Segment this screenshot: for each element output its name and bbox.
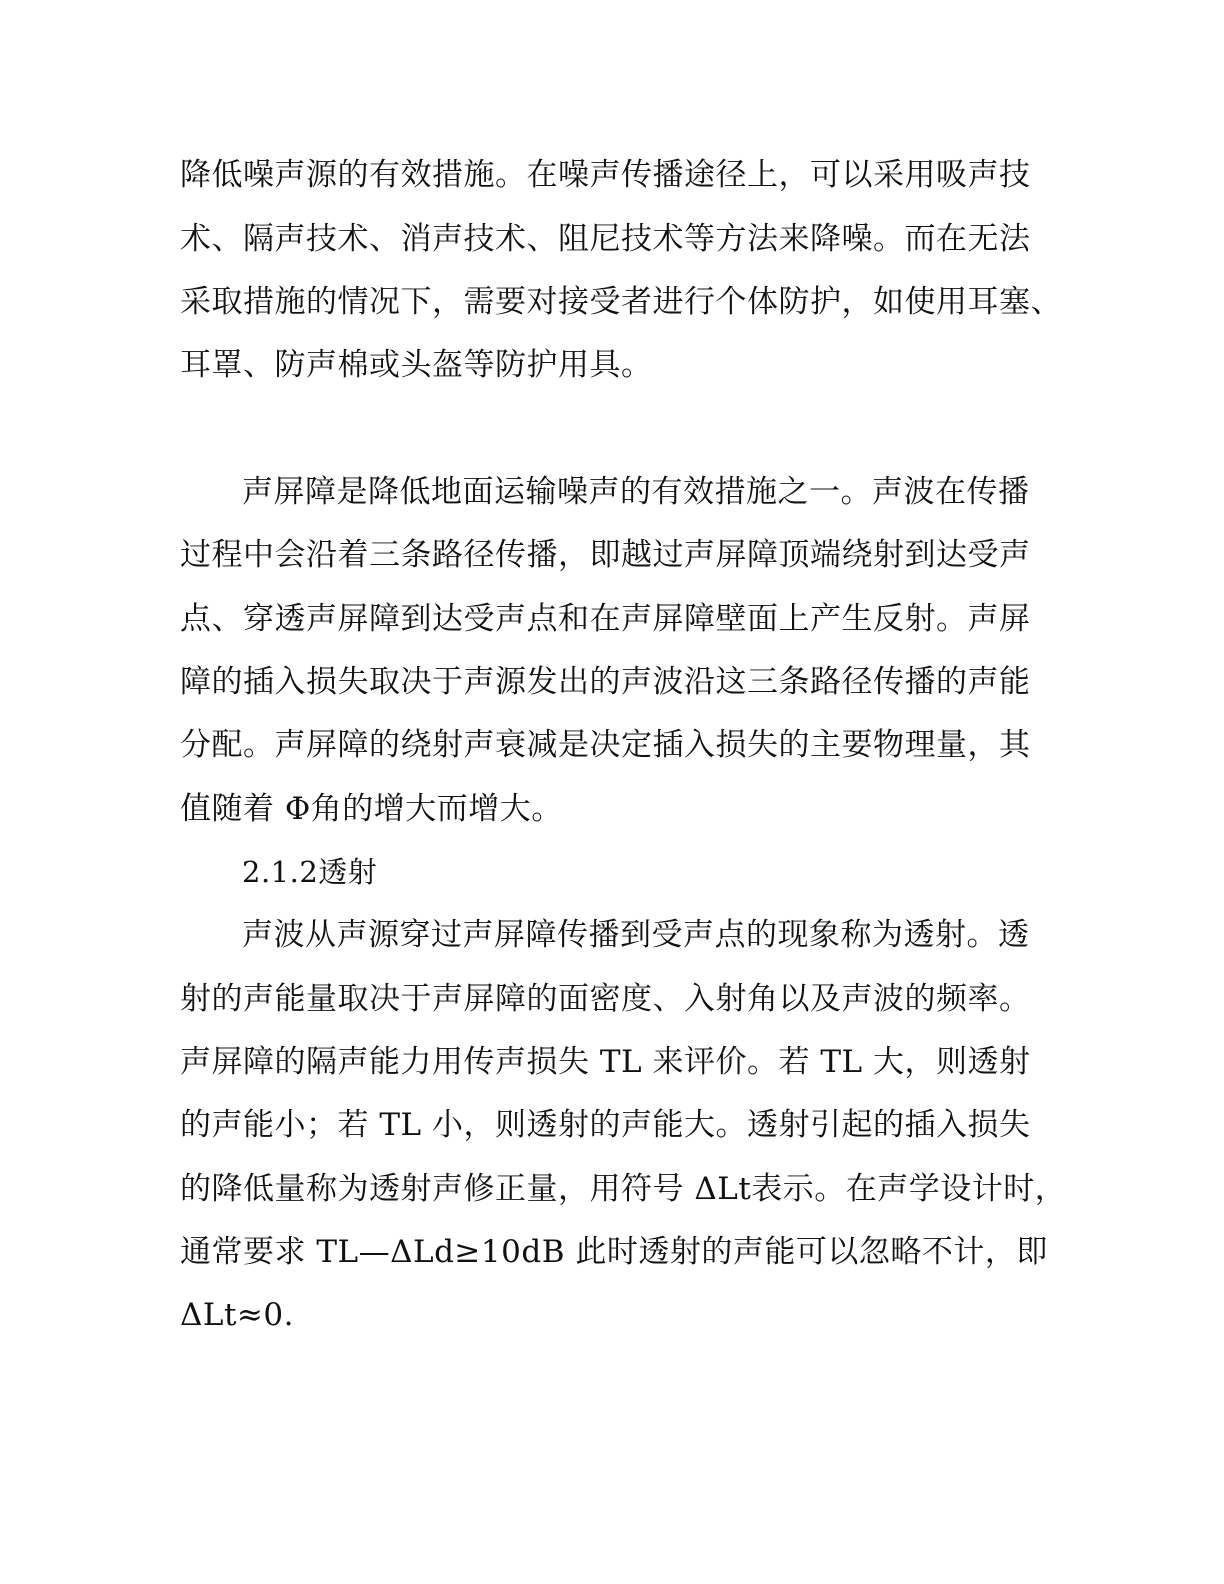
paragraph-2-line-2: 过程中会沿着三条路径传播，即越过声屏障顶端绕射到达受声 [180, 537, 1031, 573]
paragraph-3-line-7: ΔLt≈0. [180, 1297, 294, 1333]
paragraph-2-line-3: 点、穿透声屏障到达受声点和在声屏障壁面上产生反射。声屏 [180, 601, 1031, 637]
paragraph-1-line-4: 耳罩、防声棉或头盔等防护用具。 [180, 347, 653, 383]
paragraph-3-line-5: 的降低量称为透射声修正量，用符号 ΔLt表示。在声学设计时， [180, 1171, 1067, 1207]
paragraph-2-line-1: 声屏障是降低地面运输噪声的有效措施之一。声波在传播 [242, 474, 1030, 510]
paragraph-2-line-6: 值随着 Φ角的增大而增大。 [180, 791, 563, 827]
paragraph-2-line-5: 分配。声屏障的绕射声衰减是决定插入损失的主要物理量，其 [180, 727, 1031, 763]
paragraph-3-line-2: 射的声能量取决于声屏障的面密度、入射角以及声波的频率。 [180, 981, 1031, 1017]
paragraph-3-line-1: 声波从声源穿过声屏障传播到受声点的现象称为透射。透 [242, 917, 1030, 953]
paragraph-1-line-2: 术、隔声技术、消声技术、阻尼技术等方法来降噪。而在无法 [180, 221, 1031, 257]
paragraph-1-line-1: 降低噪声源的有效措施。在噪声传播途径上，可以采用吸声技 [180, 157, 1031, 193]
paragraph-1-line-3: 采取措施的情况下，需要对接受者进行个体防护，如使用耳塞、 [180, 284, 1062, 320]
section-heading: 2.1.2透射 [242, 855, 378, 889]
paragraph-2-line-4: 障的插入损失取决于声源发出的声波沿这三条路径传播的声能 [180, 664, 1031, 700]
paragraph-3-line-3: 声屏障的隔声能力用传声损失 TL 来评价。若 TL 大，则透射 [180, 1044, 1031, 1080]
paragraph-3-line-6: 通常要求 TL—ΔLd≥10dB 此时透射的声能可以忽略不计，即 [180, 1234, 1048, 1270]
paragraph-3-line-4: 的声能小；若 TL 小，则透射的声能大。透射引起的插入损失 [180, 1107, 1031, 1143]
